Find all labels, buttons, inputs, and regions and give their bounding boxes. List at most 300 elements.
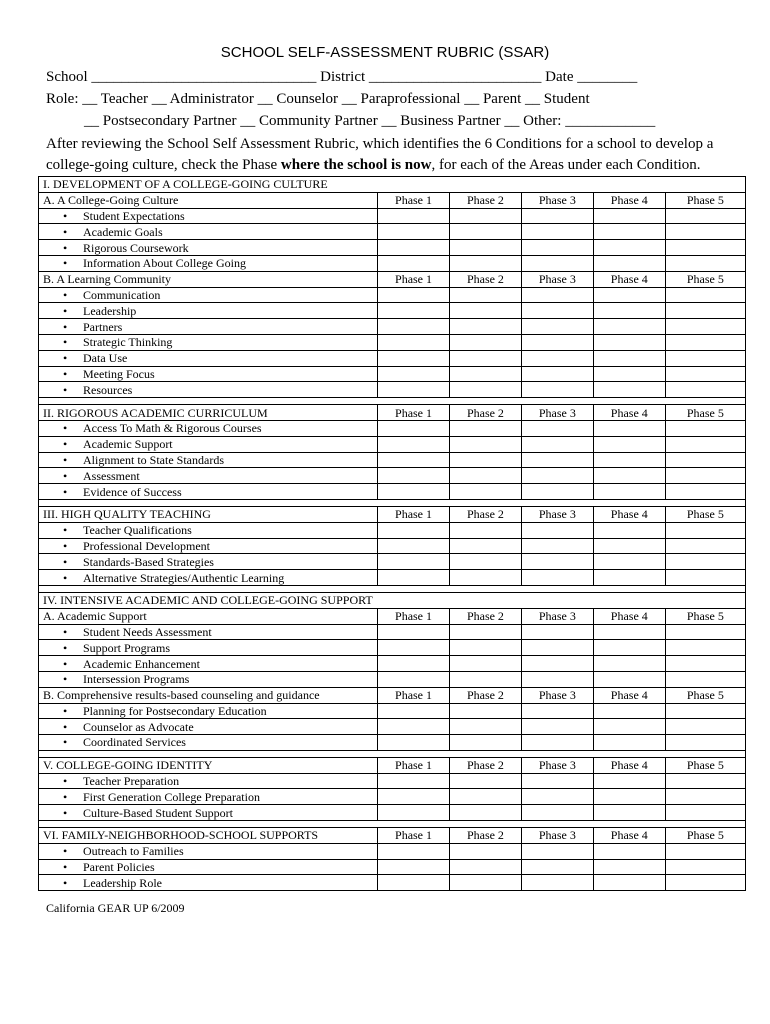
phase-cell[interactable]: Phase 1 [378, 608, 450, 624]
phase-checkbox-cell[interactable] [665, 382, 745, 398]
phase-cell[interactable]: Phase 2 [449, 271, 521, 287]
role-option-label: Community Partner [258, 113, 378, 129]
phase-checkbox-cell[interactable] [449, 805, 521, 821]
phase-checkbox-cell[interactable] [593, 538, 665, 554]
phase-cell[interactable]: Phase 1 [378, 828, 450, 844]
phase-checkbox-cell[interactable] [593, 843, 665, 859]
school-label: School [46, 69, 88, 85]
section-gap [39, 398, 746, 405]
phase-checkbox-cell[interactable] [449, 382, 521, 398]
item-label [39, 436, 378, 452]
phase-checkbox-cell[interactable] [665, 843, 745, 859]
phase-checkbox-cell[interactable] [521, 703, 593, 719]
phase-cell[interactable]: Phase 4 [593, 405, 665, 421]
role-checkbox[interactable]: __ [525, 91, 541, 107]
table-row [39, 208, 746, 224]
phase-checkbox-cell[interactable] [521, 350, 593, 366]
phase-checkbox-cell[interactable] [378, 671, 450, 687]
phase-checkbox-cell[interactable] [593, 255, 665, 271]
item-text: Professional Development [83, 538, 210, 553]
phase-cell[interactable]: Phase 5 [665, 687, 745, 703]
item-label [39, 224, 378, 240]
phase-checkbox-cell[interactable] [521, 522, 593, 538]
phase-checkbox-cell[interactable] [521, 538, 593, 554]
phase-checkbox-cell[interactable] [449, 789, 521, 805]
phase-checkbox-cell[interactable] [521, 224, 593, 240]
role-option-label: Parent [482, 91, 522, 107]
phase-checkbox-cell[interactable] [665, 624, 745, 640]
phase-checkbox-cell[interactable] [521, 656, 593, 672]
phase-checkbox-cell[interactable] [449, 640, 521, 656]
phase-cell[interactable]: Phase 2 [449, 405, 521, 421]
phase-cell[interactable]: Phase 2 [449, 506, 521, 522]
phase-cell[interactable]: Phase 3 [521, 828, 593, 844]
phase-checkbox-cell[interactable] [521, 319, 593, 335]
phase-checkbox-cell[interactable] [378, 366, 450, 382]
page-title: SCHOOL SELF-ASSESSMENT RUBRIC (SSAR) [220, 44, 550, 61]
table-row [39, 757, 746, 773]
row-label: B. A Learning Community [39, 271, 378, 287]
phase-checkbox-cell[interactable] [665, 859, 745, 875]
phase-cell[interactable]: Phase 1 [378, 271, 450, 287]
bullet-icon: • [63, 703, 68, 718]
item-text: Academic Goals [83, 224, 163, 239]
phase-checkbox-cell[interactable] [449, 703, 521, 719]
phase-checkbox-cell[interactable] [449, 570, 521, 586]
phase-checkbox-cell[interactable] [665, 703, 745, 719]
row-label: V. COLLEGE-GOING IDENTITY [39, 757, 378, 773]
role-checkbox[interactable]: __ [257, 91, 273, 107]
phase-checkbox-cell[interactable] [449, 671, 521, 687]
phase-checkbox-cell[interactable] [378, 224, 450, 240]
phase-checkbox-cell[interactable] [593, 773, 665, 789]
phase-checkbox-cell[interactable] [593, 671, 665, 687]
phase-checkbox-cell[interactable] [593, 436, 665, 452]
phase-checkbox-cell[interactable] [449, 875, 521, 891]
phase-checkbox-cell[interactable] [378, 719, 450, 735]
table-row [39, 570, 746, 586]
section-gap [39, 585, 746, 592]
bullet-icon: • [63, 468, 68, 483]
item-label [39, 452, 378, 468]
phase-checkbox-cell[interactable] [449, 538, 521, 554]
phase-checkbox-cell[interactable] [665, 436, 745, 452]
phase-checkbox-cell[interactable] [665, 240, 745, 256]
phase-checkbox-cell[interactable] [449, 452, 521, 468]
table-row [39, 735, 746, 751]
phase-checkbox-cell[interactable] [593, 287, 665, 303]
role-line-2 [84, 113, 655, 130]
role-checkbox[interactable]: __ [341, 91, 357, 107]
phase-checkbox-cell[interactable] [521, 208, 593, 224]
role-checkbox[interactable]: __ [240, 113, 256, 129]
phase-checkbox-cell[interactable] [378, 624, 450, 640]
item-label [39, 843, 378, 859]
phase-checkbox-cell[interactable] [593, 208, 665, 224]
phase-checkbox-cell[interactable] [521, 436, 593, 452]
phase-checkbox-cell[interactable] [665, 484, 745, 500]
gap-cell [39, 585, 746, 592]
phase-checkbox-cell[interactable] [521, 875, 593, 891]
role-checkbox[interactable]: __ [151, 91, 167, 107]
phase-checkbox-cell[interactable] [665, 350, 745, 366]
table-row [39, 843, 746, 859]
phase-checkbox-cell[interactable] [593, 420, 665, 436]
item-text: Meeting Focus [83, 366, 155, 381]
phase-checkbox-cell[interactable] [521, 382, 593, 398]
phase-checkbox-cell[interactable] [378, 570, 450, 586]
phase-checkbox-cell[interactable] [378, 484, 450, 500]
phase-checkbox-cell[interactable] [378, 382, 450, 398]
phase-cell[interactable]: Phase 3 [521, 271, 593, 287]
bullet-icon: • [63, 789, 68, 804]
item-text: Teacher Preparation [83, 774, 180, 789]
row-label: VI. FAMILY-NEIGHBORHOOD-SCHOOL SUPPORTS [39, 828, 378, 844]
phase-cell[interactable]: Phase 2 [449, 828, 521, 844]
phase-checkbox-cell[interactable] [665, 671, 745, 687]
phase-checkbox-cell[interactable] [378, 805, 450, 821]
phase-cell[interactable]: Phase 5 [665, 192, 745, 208]
section-gap [39, 821, 746, 828]
item-text: Counselor as Advocate [83, 719, 194, 734]
phase-checkbox-cell[interactable] [665, 570, 745, 586]
phase-cell[interactable]: Phase 1 [378, 405, 450, 421]
phase-checkbox-cell[interactable] [665, 640, 745, 656]
phase-checkbox-cell[interactable] [665, 789, 745, 805]
item-text: Academic Enhancement [83, 656, 200, 671]
phase-checkbox-cell[interactable] [378, 789, 450, 805]
phase-checkbox-cell[interactable] [449, 240, 521, 256]
phase-checkbox-cell[interactable] [593, 859, 665, 875]
role-checkbox[interactable]: __ [464, 91, 480, 107]
phase-checkbox-cell[interactable] [521, 240, 593, 256]
phase-checkbox-cell[interactable] [449, 436, 521, 452]
phase-checkbox-cell[interactable] [593, 303, 665, 319]
item-text: Communication [83, 287, 161, 302]
other-field[interactable]: ____________ [565, 113, 656, 129]
role-checkbox[interactable]: __ [82, 91, 98, 107]
item-label [39, 735, 378, 751]
table-row [39, 805, 746, 821]
phase-checkbox-cell[interactable] [449, 366, 521, 382]
phase-checkbox-cell[interactable] [449, 420, 521, 436]
item-label [39, 240, 378, 256]
phase-checkbox-cell[interactable] [378, 436, 450, 452]
phase-checkbox-cell[interactable] [449, 773, 521, 789]
phase-checkbox-cell[interactable] [378, 255, 450, 271]
phase-checkbox-cell[interactable] [449, 656, 521, 672]
bullet-icon: • [63, 672, 68, 687]
phase-checkbox-cell[interactable] [521, 789, 593, 805]
role-option-label: Teacher [100, 91, 148, 107]
phase-checkbox-cell[interactable] [449, 735, 521, 751]
phase-checkbox-cell[interactable] [593, 334, 665, 350]
table-row [39, 319, 746, 335]
phase-checkbox-cell[interactable] [378, 468, 450, 484]
phase-checkbox-cell[interactable] [593, 382, 665, 398]
table-row [39, 828, 746, 844]
item-text: Alternative Strategies/Authentic Learning [83, 570, 285, 585]
school-field[interactable]: ______________________________ [91, 69, 317, 85]
item-label [39, 859, 378, 875]
phase-checkbox-cell[interactable] [521, 484, 593, 500]
row-label: B. Comprehensive results-based counseling and guidance [39, 687, 378, 703]
phase-checkbox-cell[interactable] [449, 719, 521, 735]
phase-checkbox-cell[interactable] [378, 656, 450, 672]
phase-cell[interactable]: Phase 2 [449, 757, 521, 773]
phase-cell[interactable]: Phase 2 [449, 608, 521, 624]
date-field[interactable]: ________ [577, 69, 638, 85]
phase-checkbox-cell[interactable] [593, 703, 665, 719]
instructions-text-1: After reviewing the School Self Assessment Rubric, which identifies the 6 Conditions for a school to develop a college-going culture, check the Phase [46, 136, 714, 173]
phase-checkbox-cell[interactable] [593, 554, 665, 570]
phase-checkbox-cell[interactable] [665, 805, 745, 821]
phase-checkbox-cell[interactable] [593, 570, 665, 586]
phase-checkbox-cell[interactable] [449, 843, 521, 859]
phase-checkbox-cell[interactable] [449, 554, 521, 570]
phase-cell[interactable]: Phase 5 [665, 506, 745, 522]
phase-checkbox-cell[interactable] [665, 255, 745, 271]
phase-checkbox-cell[interactable] [593, 240, 665, 256]
phase-checkbox-cell[interactable] [521, 570, 593, 586]
phase-checkbox-cell[interactable] [665, 420, 745, 436]
role-checkbox[interactable]: __ [381, 113, 397, 129]
table-row [39, 859, 746, 875]
phase-cell[interactable]: Phase 4 [593, 687, 665, 703]
item-label [39, 334, 378, 350]
phase-checkbox-cell[interactable] [521, 255, 593, 271]
phase-cell[interactable]: Phase 2 [449, 687, 521, 703]
phase-cell[interactable]: Phase 1 [378, 506, 450, 522]
phase-checkbox-cell[interactable] [593, 875, 665, 891]
item-label [39, 420, 378, 436]
phase-checkbox-cell[interactable] [521, 334, 593, 350]
table-row [39, 224, 746, 240]
item-text: Alignment to State Standards [83, 452, 224, 467]
phase-checkbox-cell[interactable] [449, 319, 521, 335]
phase-checkbox-cell[interactable] [378, 240, 450, 256]
section-heading: IV. INTENSIVE ACADEMIC AND COLLEGE-GOING SUPPORT [39, 592, 746, 608]
phase-cell[interactable]: Phase 5 [665, 608, 745, 624]
phase-checkbox-cell[interactable] [378, 859, 450, 875]
phase-checkbox-cell[interactable] [378, 319, 450, 335]
role-checkbox[interactable]: __ [504, 113, 520, 129]
phase-checkbox-cell[interactable] [449, 255, 521, 271]
item-text: Partners [83, 319, 123, 334]
phase-cell[interactable]: Phase 3 [521, 506, 593, 522]
item-text: Planning for Postsecondary Education [83, 703, 267, 718]
table-row [39, 608, 746, 624]
phase-checkbox-cell[interactable] [449, 287, 521, 303]
table-row [39, 405, 746, 421]
phase-checkbox-cell[interactable] [665, 554, 745, 570]
role-line-1 [46, 91, 590, 108]
item-label [39, 719, 378, 735]
bullet-icon: • [63, 875, 68, 890]
bullet-icon: • [63, 208, 68, 223]
rubric-table [38, 176, 746, 891]
phase-cell[interactable]: Phase 4 [593, 828, 665, 844]
phase-cell[interactable]: Phase 4 [593, 608, 665, 624]
phase-checkbox-cell[interactable] [449, 859, 521, 875]
school-district-date-line [46, 69, 637, 86]
phase-checkbox-cell[interactable] [665, 366, 745, 382]
phase-checkbox-cell[interactable] [378, 640, 450, 656]
phase-checkbox-cell[interactable] [378, 452, 450, 468]
item-text: Parent Policies [83, 860, 155, 875]
phase-checkbox-cell[interactable] [665, 334, 745, 350]
item-label [39, 875, 378, 891]
phase-cell[interactable]: Phase 4 [593, 757, 665, 773]
phase-checkbox-cell[interactable] [593, 624, 665, 640]
phase-cell[interactable]: Phase 3 [521, 608, 593, 624]
item-text: Support Programs [83, 640, 170, 655]
instructions-text-2: , for each of the Areas under each Condition. [431, 157, 701, 173]
phase-cell[interactable]: Phase 1 [378, 757, 450, 773]
row-label: II. RIGOROUS ACADEMIC CURRICULUM [39, 405, 378, 421]
instructions-bold: where the school is now [280, 157, 432, 173]
phase-cell[interactable]: Phase 4 [593, 271, 665, 287]
phase-checkbox-cell[interactable] [449, 468, 521, 484]
phase-checkbox-cell[interactable] [665, 319, 745, 335]
phase-checkbox-cell[interactable] [449, 484, 521, 500]
phase-checkbox-cell[interactable] [521, 468, 593, 484]
item-text: First Generation College Preparation [83, 789, 260, 804]
phase-cell[interactable]: Phase 4 [593, 506, 665, 522]
phase-checkbox-cell[interactable] [378, 554, 450, 570]
table-row [39, 287, 746, 303]
phase-checkbox-cell[interactable] [593, 735, 665, 751]
phase-checkbox-cell[interactable] [593, 452, 665, 468]
phase-checkbox-cell[interactable] [449, 350, 521, 366]
phase-checkbox-cell[interactable] [593, 719, 665, 735]
phase-checkbox-cell[interactable] [665, 468, 745, 484]
bullet-icon: • [63, 570, 68, 585]
phase-checkbox-cell[interactable] [521, 735, 593, 751]
phase-cell[interactable]: Phase 2 [449, 192, 521, 208]
phase-checkbox-cell[interactable] [521, 671, 593, 687]
phase-checkbox-cell[interactable] [593, 366, 665, 382]
phase-cell[interactable]: Phase 5 [665, 757, 745, 773]
phase-cell[interactable]: Phase 5 [665, 828, 745, 844]
phase-cell[interactable]: Phase 3 [521, 405, 593, 421]
phase-checkbox-cell[interactable] [593, 805, 665, 821]
item-text: Assessment [83, 468, 140, 483]
phase-checkbox-cell[interactable] [521, 452, 593, 468]
phase-checkbox-cell[interactable] [521, 554, 593, 570]
phase-checkbox-cell[interactable] [665, 875, 745, 891]
phase-checkbox-cell[interactable] [378, 703, 450, 719]
phase-checkbox-cell[interactable] [378, 843, 450, 859]
phase-checkbox-cell[interactable] [378, 350, 450, 366]
item-label [39, 366, 378, 382]
phase-checkbox-cell[interactable] [378, 208, 450, 224]
phase-checkbox-cell[interactable] [449, 624, 521, 640]
phase-checkbox-cell[interactable] [378, 522, 450, 538]
table-row [39, 656, 746, 672]
bullet-icon: • [63, 224, 68, 239]
phase-checkbox-cell[interactable] [665, 538, 745, 554]
phase-checkbox-cell[interactable] [378, 303, 450, 319]
phase-checkbox-cell[interactable] [521, 420, 593, 436]
phase-cell[interactable]: Phase 1 [378, 687, 450, 703]
phase-checkbox-cell[interactable] [378, 420, 450, 436]
phase-checkbox-cell[interactable] [665, 773, 745, 789]
phase-checkbox-cell[interactable] [378, 334, 450, 350]
phase-checkbox-cell[interactable] [521, 624, 593, 640]
role-option-label: Paraprofessional [360, 91, 461, 107]
phase-checkbox-cell[interactable] [378, 773, 450, 789]
role-checkbox[interactable]: __ [84, 113, 99, 129]
phase-checkbox-cell[interactable] [378, 875, 450, 891]
phase-cell[interactable]: Phase 1 [378, 192, 450, 208]
phase-cell[interactable]: Phase 3 [521, 757, 593, 773]
phase-checkbox-cell[interactable] [593, 350, 665, 366]
phase-checkbox-cell[interactable] [521, 640, 593, 656]
phase-checkbox-cell[interactable] [665, 303, 745, 319]
phase-checkbox-cell[interactable] [449, 334, 521, 350]
phase-checkbox-cell[interactable] [593, 484, 665, 500]
footer-credit: California GEAR UP 6/2009 [46, 901, 185, 915]
table-row [39, 240, 746, 256]
phase-checkbox-cell[interactable] [449, 522, 521, 538]
phase-checkbox-cell[interactable] [449, 303, 521, 319]
phase-checkbox-cell[interactable] [521, 859, 593, 875]
phase-checkbox-cell[interactable] [665, 224, 745, 240]
phase-checkbox-cell[interactable] [378, 538, 450, 554]
phase-checkbox-cell[interactable] [593, 522, 665, 538]
phase-checkbox-cell[interactable] [665, 656, 745, 672]
phase-checkbox-cell[interactable] [521, 287, 593, 303]
phase-checkbox-cell[interactable] [665, 522, 745, 538]
phase-checkbox-cell[interactable] [521, 366, 593, 382]
bullet-icon: • [63, 656, 68, 671]
phase-checkbox-cell[interactable] [665, 452, 745, 468]
item-label [39, 484, 378, 500]
phase-cell[interactable]: Phase 5 [665, 405, 745, 421]
phase-cell[interactable]: Phase 4 [593, 192, 665, 208]
phase-checkbox-cell[interactable] [521, 303, 593, 319]
phase-checkbox-cell[interactable] [449, 208, 521, 224]
phase-checkbox-cell[interactable] [593, 319, 665, 335]
phase-checkbox-cell[interactable] [665, 735, 745, 751]
phase-checkbox-cell[interactable] [521, 843, 593, 859]
gap-cell [39, 499, 746, 506]
phase-checkbox-cell[interactable] [593, 224, 665, 240]
phase-cell[interactable]: Phase 3 [521, 687, 593, 703]
phase-checkbox-cell[interactable] [593, 789, 665, 805]
phase-cell[interactable]: Phase 5 [665, 271, 745, 287]
phase-checkbox-cell[interactable] [665, 208, 745, 224]
phase-checkbox-cell[interactable] [521, 805, 593, 821]
district-label: District [320, 69, 366, 85]
instructions [46, 134, 736, 176]
phase-checkbox-cell[interactable] [593, 656, 665, 672]
table-row [39, 271, 746, 287]
phase-checkbox-cell[interactable] [665, 719, 745, 735]
phase-checkbox-cell[interactable] [378, 287, 450, 303]
phase-checkbox-cell[interactable] [593, 468, 665, 484]
district-field[interactable]: _______________________ [368, 69, 542, 85]
phase-checkbox-cell[interactable] [521, 719, 593, 735]
phase-checkbox-cell[interactable] [665, 287, 745, 303]
phase-checkbox-cell[interactable] [449, 224, 521, 240]
phase-checkbox-cell[interactable] [378, 735, 450, 751]
phase-checkbox-cell[interactable] [521, 773, 593, 789]
item-label [39, 382, 378, 398]
phase-checkbox-cell[interactable] [593, 640, 665, 656]
phase-cell[interactable]: Phase 3 [521, 192, 593, 208]
